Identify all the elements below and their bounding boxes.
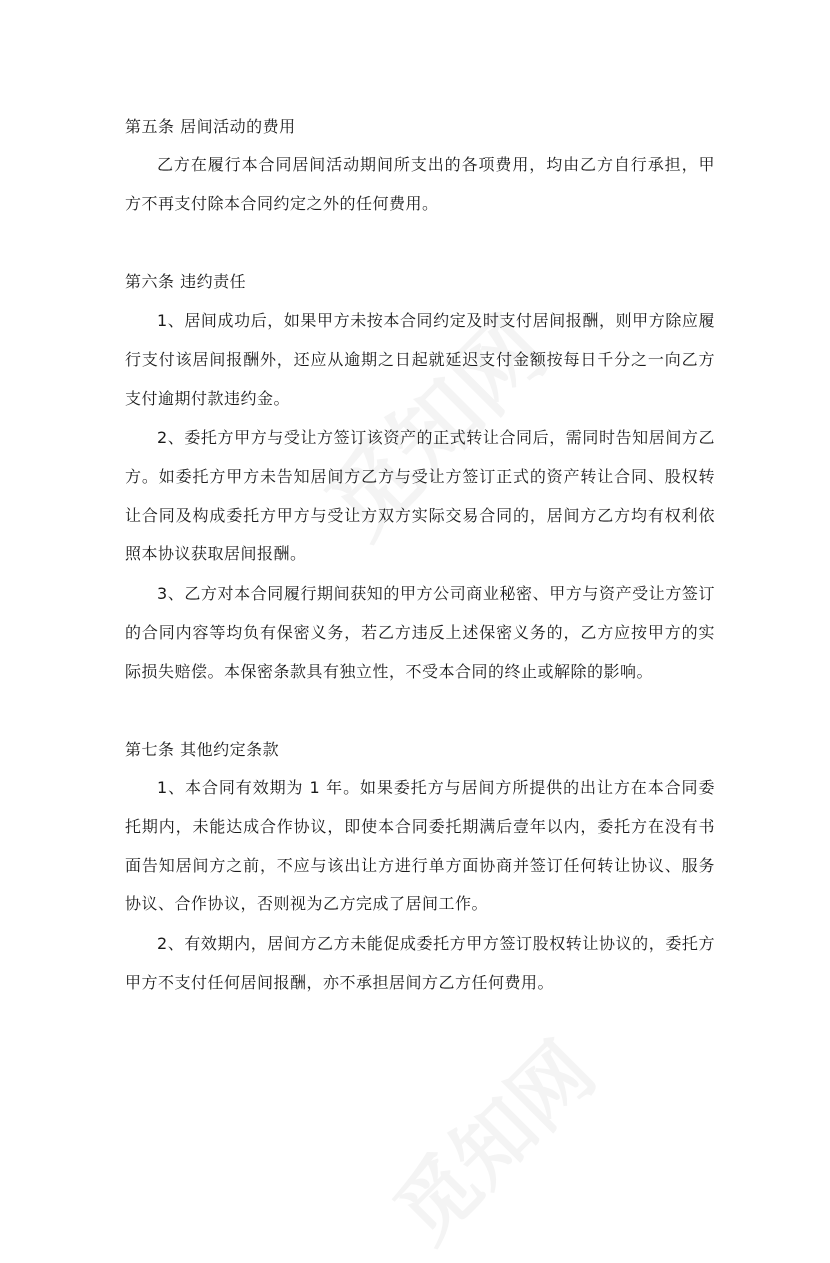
watermark-bottom (364, 1012, 615, 1263)
article-5-title: 第五条 居间活动的费用 (125, 117, 296, 136)
article-6-paragraph-1: 1、居间成功后，如果甲方未按本合同约定及时支付居间报酬，则甲方除应履行支付该居间报酬外，还应从逾期之日起就延迟支付金额按每日千分之一向乙方支付逾期付款违约金。 (125, 311, 715, 408)
article-6-paragraph-3: 3、乙方对本合同履行期间获知的甲方公司商业秘密、甲方与资产受让方签订的合同内容等均负有保密义务，若乙方违反上述保密义务的，乙方应按甲方的实际损失赔偿。本保密条款具有独立性，不受本合同的终止或解除的影响。 (125, 584, 715, 681)
article-7-title: 第七条 其他约定条款 (125, 740, 280, 759)
article-7-paragraph-1: 1、本合同有效期为 1 年。如果委托方与居间方所提供的出让方在本合同委托期内，未能达成合作协议，即使本合同委托期满后壹年以内，委托方在没有书面告知居间方之前，不应与该出让方进行单方面协商并签订任何转让协议、服务协议、合作协议，否则视为乙方完成了居间工作。 (125, 778, 715, 914)
article-5-paragraph-1: 乙方在履行本合同居间活动期间所支出的各项费用，均由乙方自行承担，甲方不再支付除本合同约定之外的任何费用。 (125, 155, 715, 213)
article-7-paragraph-2: 2、有效期内，居间方乙方未能促成委托方甲方签订股权转让协议的，委托方甲方不支付任何居间报酬，亦不承担居间方乙方任何费用。 (125, 934, 715, 992)
article-6-paragraph-2: 2、委托方甲方与受让方签订该资产的正式转让合同后，需同时告知居间方乙方。如委托方甲方未告知居间方乙方与受让方签订正式的资产转让合同、股权转让合同及构成委托方甲方与受让方双方实际交易合同的，居间方乙方均有权利依照本协议获取居间报酬。 (125, 428, 715, 564)
article-6-title: 第六条 违约责任 (125, 272, 247, 291)
